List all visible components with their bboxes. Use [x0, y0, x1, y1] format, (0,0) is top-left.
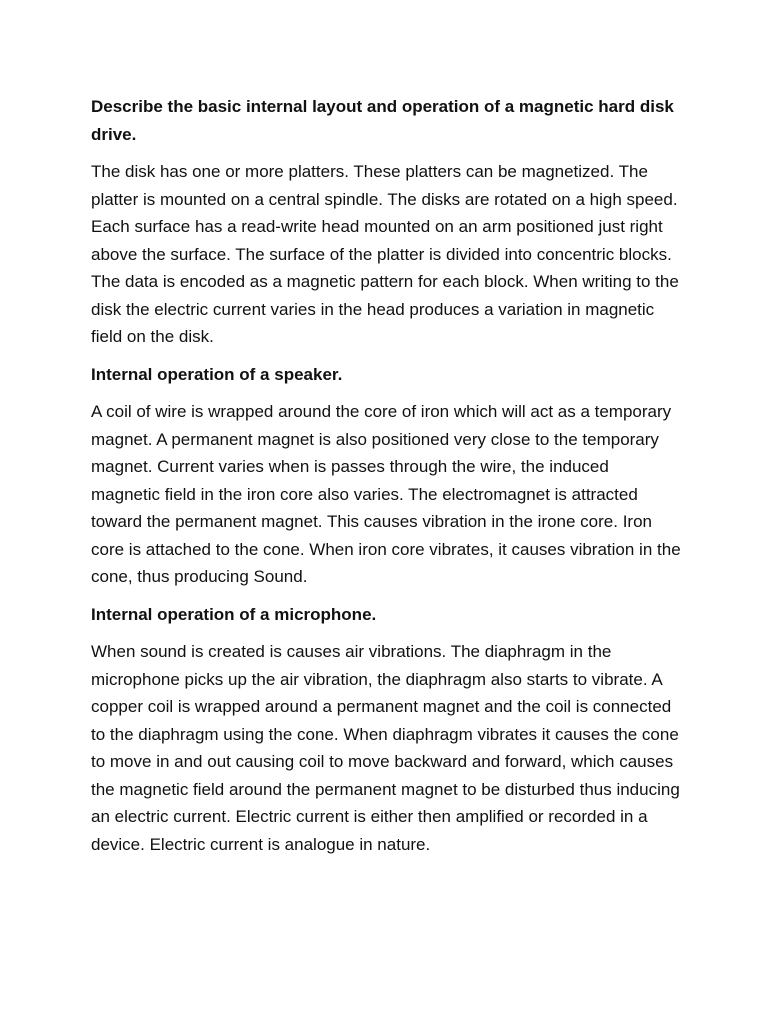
document-body: [91, 93, 681, 868]
section-heading-hard-disk: Describe the basic internal layout and operation of a magnetic hard disk drive.: [91, 97, 674, 144]
section-body-microphone: When sound is created is causes air vibrations. The diaphragm in the microphone picks up the air vibration, the diaphragm also starts to vibrate. A copper coil is wrapped around a permanent magnet and the coil is connected to the diaphragm using the cone. When diaphragm vibrates it causes the cone to move in and out causing coil to move backward and forward, which causes the magnetic field around the permanent magnet to be disturbed thus inducing an electric current. Electric current is either then amplified or recorded in a device. Electric current is analogue in nature.: [91, 642, 680, 854]
section-body-speaker: A coil of wire is wrapped around the core of iron which will act as a temporary magnet. A permanent magnet is also positioned very close to the temporary magnet. Current varies when is passes through the wire, the induced magnetic field in the iron core also varies. The electromagnet is attracted toward the permanent magnet. This causes vibration in the irone core. Iron core is attached to the cone. When iron core vibrates, it causes vibration in the cone, thus producing Sound.: [91, 402, 681, 586]
section-heading-speaker: Internal operation of a speaker.: [91, 364, 343, 384]
section-body-hard-disk: The disk has one or more platters. These platters can be magnetized. The platter is mounted on a central spindle. The disks are rotated on a high speed. Each surface has a read-write head mounted on an arm positioned just right above the surface. The surface of the platter is divided into concentric blocks. The data is encoded as a magnetic pattern for each block. When writing to the disk the electric current varies in the head produces a variation in magnetic field on the disk.: [91, 162, 679, 346]
section-heading-microphone: Internal operation of a microphone.: [91, 604, 377, 624]
